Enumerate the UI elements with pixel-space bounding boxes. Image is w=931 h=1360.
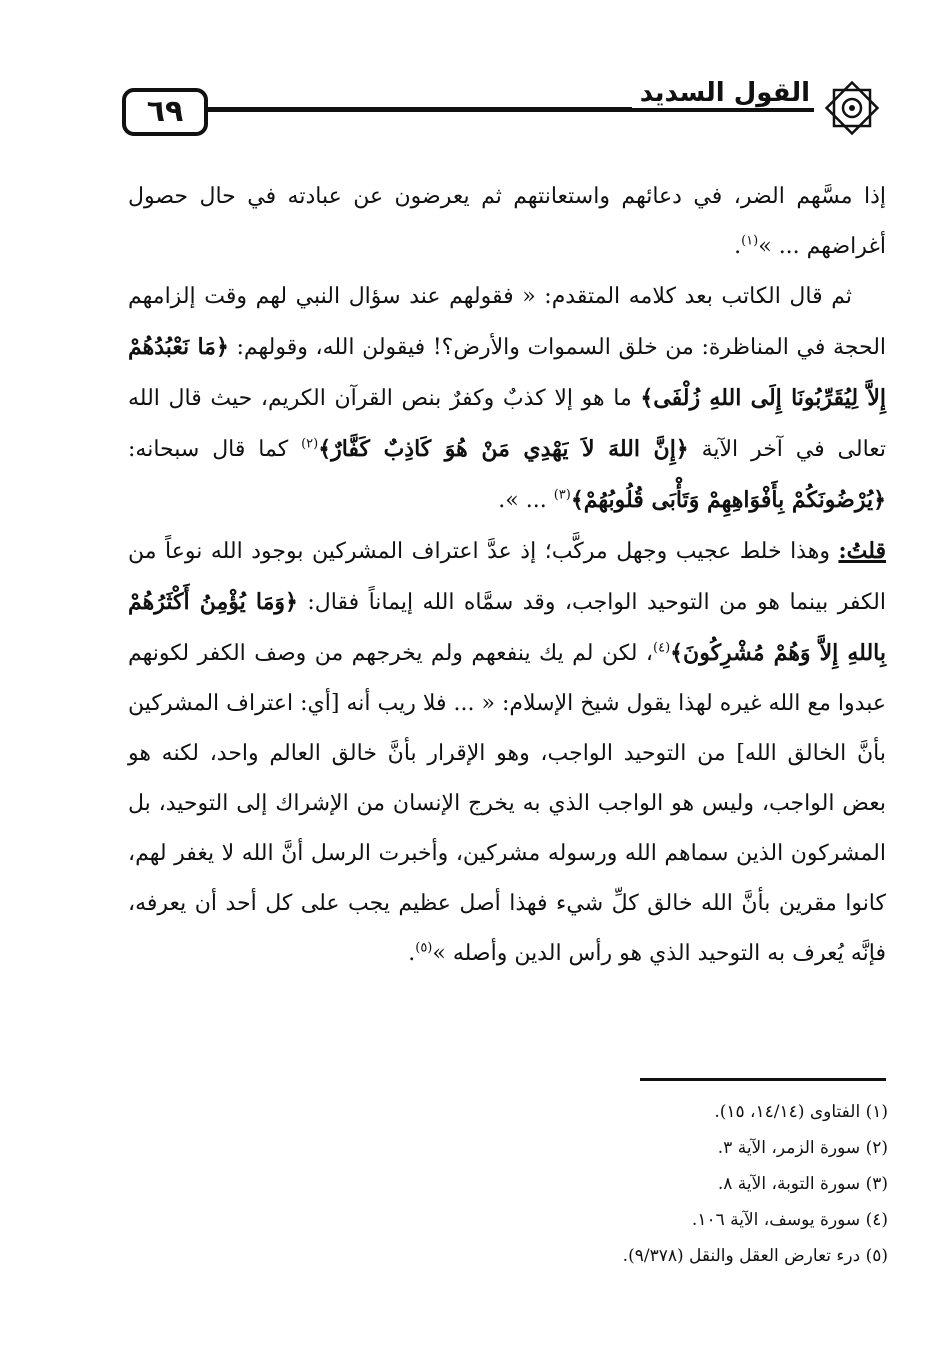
text-segment: وهذا خلط عجيب وجهل مركَّب؛ إذ عدَّ اعتراف المشركين بوجود الله نوعاً من الكفر بينما هو من التوحيد الواجب، وقد سمَّاه الله إيماناً فقال:	[128, 539, 886, 615]
footnote-1: (١) الفتاوى (١٤/١٤، ١٥).	[714, 1102, 888, 1122]
paragraph-1	[128, 172, 886, 272]
quran-verse: ﴿يُرْضُونَكُمْ بِأَفْوَاهِهِمْ وَتَأْبَى قُلُوبُهُمْ﴾	[570, 487, 886, 513]
text-segment: ما هو إلا كذبٌ وكفرٌ بنص القرآن الكريم، حيث قال الله تعالى في آخر الآية	[128, 386, 887, 462]
footnote-ref: (٥)	[415, 940, 433, 956]
quran-verse: ﴿إِنَّ اللهَ لاَ يَهْدِي مَنْ هُوَ كَاذِبٌ كَفَّارٌ﴾	[318, 436, 689, 462]
footnote-2: (٢) سورة الزمر، الآية ٣.	[717, 1138, 888, 1158]
text-segment: .	[408, 941, 416, 966]
footnote-ref: (١)	[741, 233, 759, 249]
paragraph-2	[128, 272, 886, 526]
footnote-4: (٤) سورة يوسف، الآية ١٠٦.	[691, 1210, 888, 1230]
ornament-star-icon	[820, 76, 884, 140]
qultu-heading: قلتُ:	[838, 538, 886, 564]
text-segment: ... ».	[498, 488, 554, 513]
text-segment: كما قال سبحانه:	[128, 437, 302, 462]
footnote-separator	[640, 1078, 886, 1081]
main-text	[128, 172, 886, 979]
footnote-ref: (٢)	[301, 436, 319, 452]
footnote-ref: (٣)	[553, 487, 571, 503]
text-segment: إذا مسَّهم الضر، في دعائهم واستعانتهم ثم يعرضون عن عبادته في حال حصول أغراضهم ... »	[128, 184, 886, 259]
footnotes	[300, 1094, 888, 1274]
text-segment: ثم قال الكاتب بعد كلامه المتقدم: « فقولهم عند سؤال النبي لهم وقت إلزامهم الحجة في المناظرة: من خلق السموات والأرض؟! فيقولن الله، وقولهم:	[128, 284, 887, 360]
footnote-5: (٥) درء تعارض العقل والنقل (٩/٣٧٨).	[622, 1246, 888, 1266]
quran-verse: ﴿مَا نَعْبُدُهُمْ إِلاَّ لِيُقَرِّبُونَا إِلَى اللهِ زُلْفَى﴾	[128, 334, 887, 411]
page-number: ٦٩	[122, 88, 208, 136]
quran-verse: ﴿وَمَا يُؤْمِنُ أَكْثَرُهُمْ بِاللهِ إِلاَّ وَهُمْ مُشْرِكُونَ﴾	[128, 589, 886, 666]
book-title: القول السديد	[632, 78, 818, 108]
text-segment: .	[734, 234, 742, 259]
footnote-ref: (٤)	[653, 640, 671, 656]
footnote-3: (٣) سورة التوبة، الآية ٨.	[717, 1174, 888, 1194]
text-segment: ، لكن لم يك ينفعهم ولم يخرجهم من وصف الكفر لكونهم عبدوا مع الله غيره لهذا يقول شيخ الإسلام: « ... فلا ريب أنه [أي: اعتراف المشركين بأنَّ الخالق الله] من التوحيد الواجب، وهو الإقرار بأنَّ خالق العالم واحد، لكنه هو بعض الواجب، وليس هو الواجب الذي به يخرج الإنسان من الإشراك إلى التوحيد، بل المشركون الذين سماهم الله ورسوله مشركين، وأخبرت الرسل أنَّ الله لا يغفر لهم، كانوا مقرين بأنَّ الله خالق كلِّ شيء فهذا أصل عظيم يجب على كل أحد أن يعرفه، فإنَّه يُعرف به التوحيد الذي هو رأس الدين وأصله »	[128, 641, 886, 966]
page-header	[100, 66, 910, 146]
paragraph-3	[128, 526, 886, 979]
